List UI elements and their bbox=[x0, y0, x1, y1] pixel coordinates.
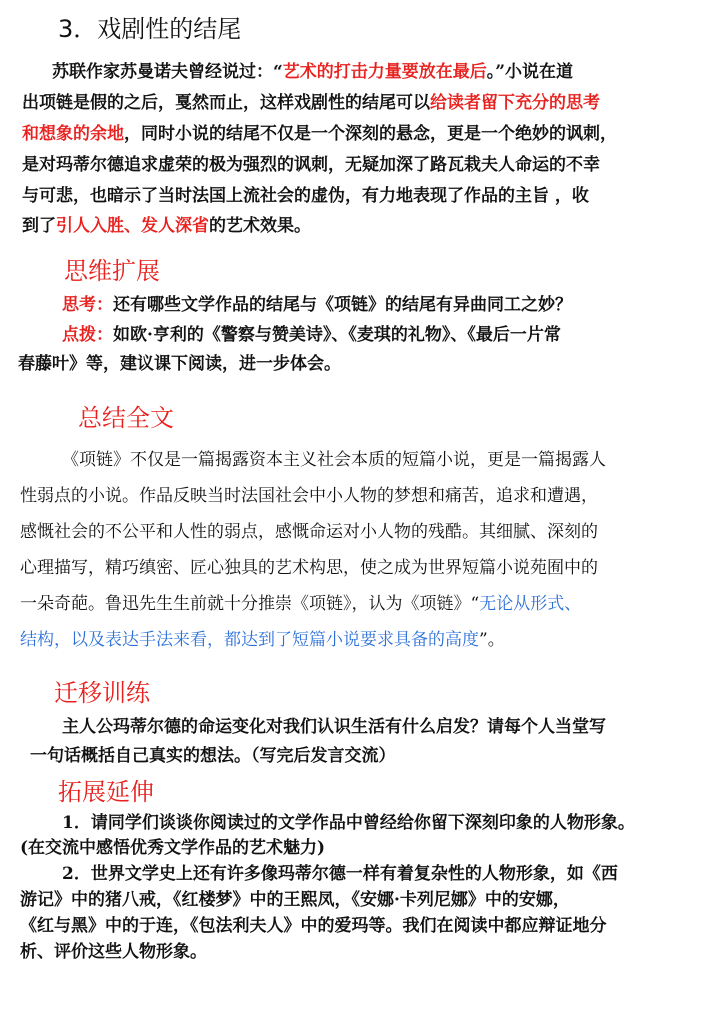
tip-line: 春藤叶》等，建议课下阅读，进一步体会。 bbox=[18, 354, 341, 374]
paragraph-line: 主人公玛蒂尔德的命运变化对我们认识生活有什么启发？请每个人当堂写 bbox=[62, 717, 606, 737]
highlight-red: 给读者留下充分的思考 bbox=[430, 93, 600, 113]
paragraph-line: 与可悲，也暗示了当时法国上流社会的虚伪，有力地表现了作品的主旨 ，收 bbox=[22, 186, 589, 206]
text-span: 。”小说在道 bbox=[486, 62, 574, 82]
section-heading: 总结全文 bbox=[78, 404, 174, 432]
text-span: 出项链是假的之后，戛然而止，这样戏剧性的结尾可以 bbox=[22, 93, 430, 113]
list-item: 1．请同学们谈谈你阅读过的文学作品中曾经给你留下深刻印象的人物形象。 bbox=[62, 813, 635, 833]
tip-line bbox=[62, 323, 561, 347]
paragraph-line: 性弱点的小说。作品反映当时法国社会中小人物的梦想和痛苦，追求和遭遇， bbox=[20, 486, 598, 506]
text-span: ，同时小说的结尾不仅是一个深刻的悬念，更是一个绝妙的讽刺， bbox=[124, 124, 617, 144]
question-line bbox=[62, 293, 572, 317]
list-item: 《红与黑》中的于连，《包法利夫人》中的爱玛等。我们在阅读中都应辩证地分 bbox=[20, 916, 607, 936]
paragraph-line bbox=[22, 122, 617, 146]
paragraph-line: 心理描写，精巧缜密、匠心独具的艺术构思，使之成为世界短篇小说苑囿中的 bbox=[20, 558, 598, 578]
section-title: 3．戏剧性的结尾 bbox=[58, 15, 242, 43]
highlight-red: 和想象的余地 bbox=[22, 124, 124, 144]
paragraph-line bbox=[52, 60, 573, 84]
section-heading: 思维扩展 bbox=[64, 257, 160, 285]
section-heading: 拓展延伸 bbox=[58, 778, 154, 806]
paragraph-line: 感慨社会的不公平和人性的弱点，感慨命运对小人物的残酷。其细腻、深刻的 bbox=[20, 522, 598, 542]
paragraph-line bbox=[20, 628, 505, 652]
highlight-red: 艺术的打击力量要放在最后 bbox=[282, 62, 487, 82]
list-item: 析、评价这些人物形象。 bbox=[20, 942, 207, 962]
paragraph-line bbox=[22, 91, 600, 115]
question-label: 思考： bbox=[62, 295, 113, 315]
text-span: 到了 bbox=[22, 216, 56, 236]
list-item: (在交流中感悟优秀文学作品的艺术魅力) bbox=[20, 838, 326, 858]
paragraph-line bbox=[22, 214, 311, 238]
text-span: 一朵奇葩。鲁迅先生生前就十分推崇《项链》，认为《项链》“ bbox=[20, 594, 480, 614]
highlight-blue: 结构，以及表达手法来看，都达到了短篇小说要求具备的高度 bbox=[20, 630, 479, 650]
text-span: 苏联作家苏曼诺夫曾经说过：“ bbox=[52, 62, 283, 82]
text-span: ”。 bbox=[479, 630, 505, 650]
paragraph-line: 是对玛蒂尔德追求虚荣的极为强烈的讽刺，无疑加深了路瓦栽夫人命运的不幸 bbox=[22, 155, 600, 175]
highlight-blue: 无论从形式、 bbox=[479, 594, 582, 614]
paragraph-line bbox=[20, 592, 581, 616]
paragraph-line: 一句话概括自己真实的想法。（写完后发言交流） bbox=[30, 746, 396, 766]
paragraph-line: 《项链》不仅是一篇揭露资本主义社会本质的短篇小说，更是一篇揭露人 bbox=[62, 450, 606, 470]
question-text: 还有哪些文学作品的结尾与《项链》的结尾有异曲同工之妙？ bbox=[113, 295, 572, 315]
tip-label: 点拨： bbox=[62, 325, 113, 345]
section-heading: 迁移训练 bbox=[54, 679, 150, 707]
list-item: 游记》中的猪八戒，《红楼梦》中的王熙凤，《安娜·卡列尼娜》中的安娜， bbox=[20, 890, 570, 910]
list-item: 2．世界文学史上还有许多像玛蒂尔德一样有着复杂性的人物形象，如《西 bbox=[62, 864, 618, 884]
tip-text: 如欧·亨利的《警察与赞美诗》、《麦琪的礼物》、《最后一片常 bbox=[113, 325, 561, 345]
highlight-red: 引人入胜、发人深省 bbox=[56, 216, 209, 236]
text-span: 的艺术效果。 bbox=[209, 216, 311, 236]
